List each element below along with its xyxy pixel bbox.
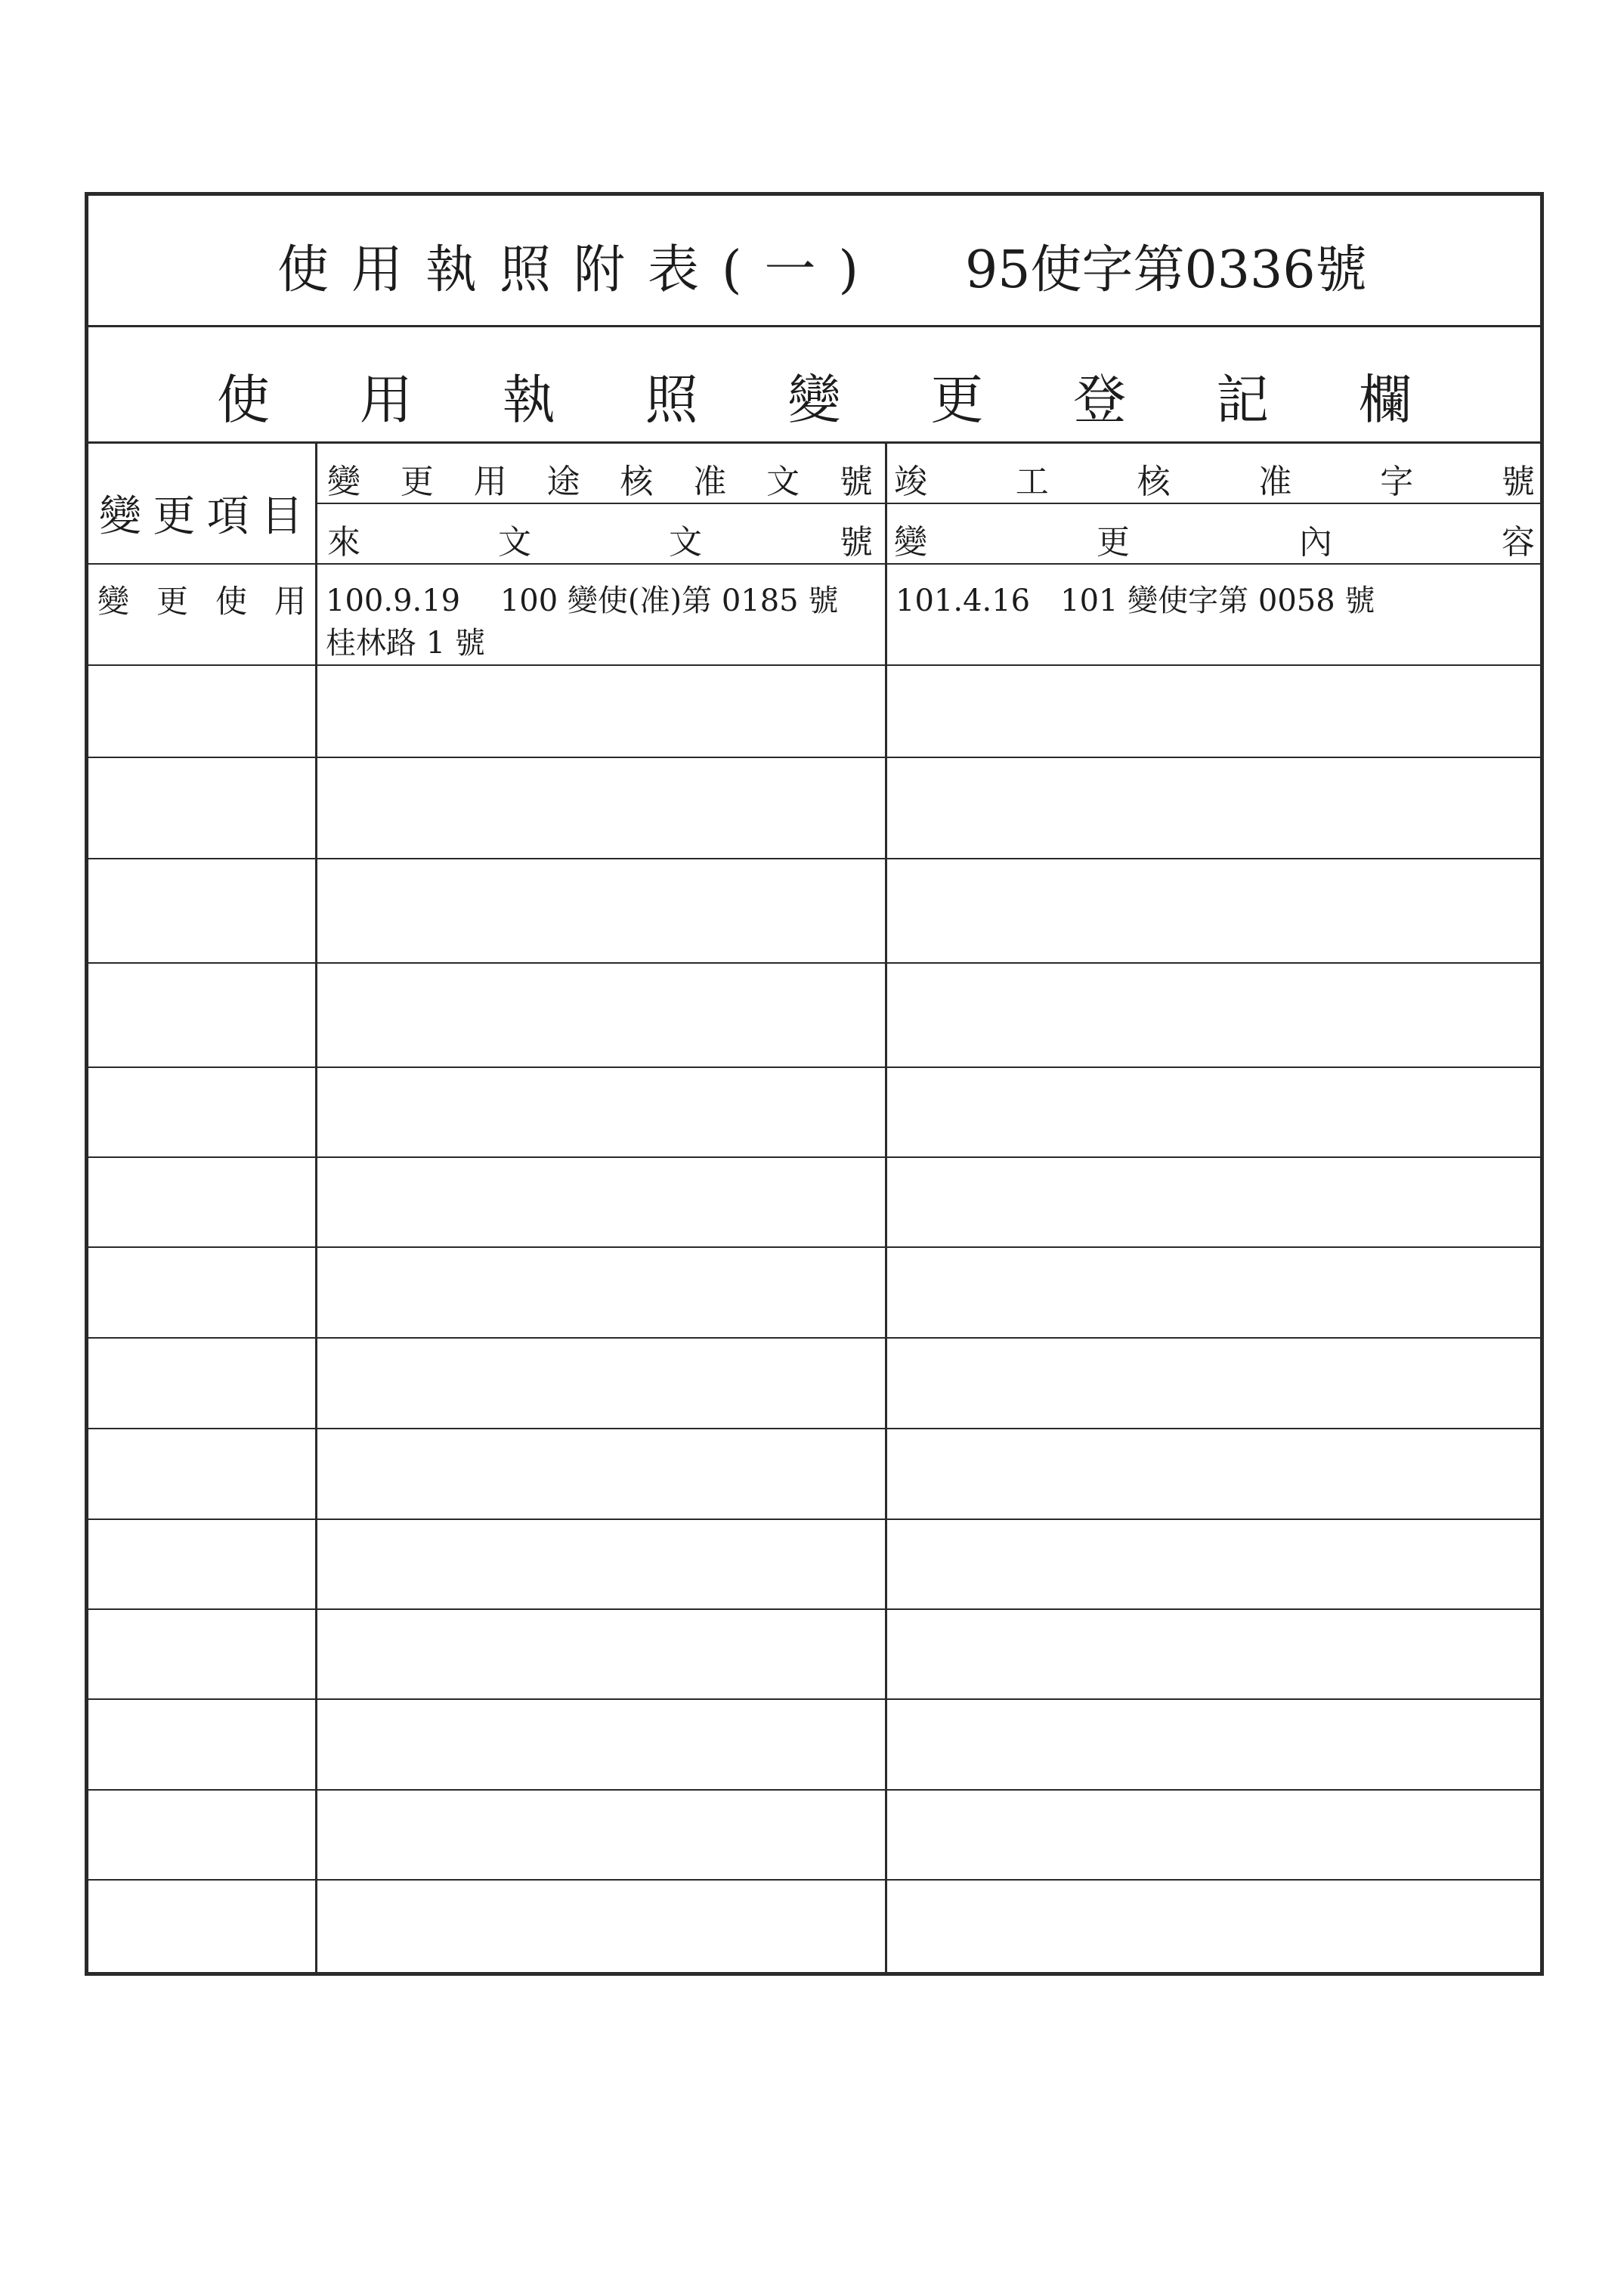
row-divider	[88, 1879, 1540, 1881]
header-char: 容	[1502, 523, 1535, 562]
header-char: 核	[1137, 463, 1171, 501]
header-approval-doc-no	[327, 454, 873, 503]
row-divider	[88, 757, 1540, 758]
title-row	[88, 196, 1540, 327]
header-char: 變	[894, 523, 927, 562]
header-char: 號	[1501, 463, 1535, 501]
header-char: 文	[766, 463, 800, 501]
header-char: 來	[327, 523, 360, 562]
section-char: 變	[787, 369, 841, 431]
header-change-item	[99, 483, 303, 543]
section-char: 用	[359, 369, 413, 431]
row-divider	[88, 1608, 1540, 1610]
item-char: 更	[156, 583, 188, 620]
header-char: 工	[1015, 463, 1049, 501]
header-completion-no	[894, 454, 1535, 503]
row-divider	[88, 1067, 1540, 1068]
item-char: 使	[215, 583, 247, 620]
item-char: 變	[97, 583, 130, 620]
section-char: 登	[1073, 369, 1127, 431]
section-char: 記	[1216, 369, 1270, 431]
header-char: 項	[206, 492, 249, 541]
section-char: 執	[502, 369, 555, 431]
header-char: 途	[546, 463, 580, 501]
header-char: 用	[473, 463, 507, 501]
row-divider	[88, 1789, 1540, 1791]
row-divider	[88, 962, 1540, 964]
header-char: 字	[1380, 463, 1414, 501]
row-divider	[88, 1698, 1540, 1700]
header-divider	[88, 563, 1540, 565]
row-incoming-doc-no: 桂林路 1 號	[326, 626, 485, 661]
header-char: 文	[498, 523, 531, 562]
row-divider	[88, 1156, 1540, 1158]
header-char: 更	[153, 492, 196, 541]
header-char: 變	[327, 463, 360, 501]
column-divider	[315, 444, 317, 1972]
section-char: 欄	[1359, 369, 1412, 431]
header-char: 准	[1258, 463, 1292, 501]
header-char: 內	[1299, 523, 1332, 562]
header-char: 竣	[894, 463, 927, 501]
header-change-content	[894, 515, 1535, 563]
section-row	[88, 327, 1540, 444]
header-char: 核	[620, 463, 654, 501]
license-number: 95使字第0336號	[965, 240, 1367, 300]
header-char: 更	[1097, 523, 1130, 562]
header-char: 准	[693, 463, 727, 501]
license-table	[85, 192, 1544, 1976]
row-divider	[88, 664, 1540, 666]
column-divider	[885, 444, 887, 1972]
section-char: 使	[217, 369, 270, 431]
row-divider	[88, 858, 1540, 859]
section-char: 照	[645, 369, 698, 431]
row-divider	[88, 1518, 1540, 1520]
header-char: 號	[840, 523, 873, 562]
header-incoming-doc-no	[327, 515, 873, 563]
row-approval-doc-no: 100.9.19 100 變使(准)第 0185 號	[326, 584, 839, 618]
header-char: 變	[99, 492, 141, 541]
row-completion-no: 101.4.16 101 變使字第 0058 號	[896, 584, 1375, 618]
row-divider	[88, 1428, 1540, 1429]
item-char: 用	[274, 583, 306, 620]
table-title: 使用執照附表(一)	[277, 240, 882, 300]
header-char: 文	[669, 523, 702, 562]
header-char: 號	[839, 463, 873, 501]
register-grid	[88, 444, 1540, 1972]
header-char: 更	[400, 463, 434, 501]
section-char: 更	[930, 369, 984, 431]
row-divider	[88, 1246, 1540, 1248]
section-title	[217, 358, 1412, 434]
row-change-item	[97, 577, 306, 622]
header-char: 目	[260, 492, 303, 541]
header-subdivider	[315, 503, 1540, 504]
row-divider	[88, 1337, 1540, 1339]
